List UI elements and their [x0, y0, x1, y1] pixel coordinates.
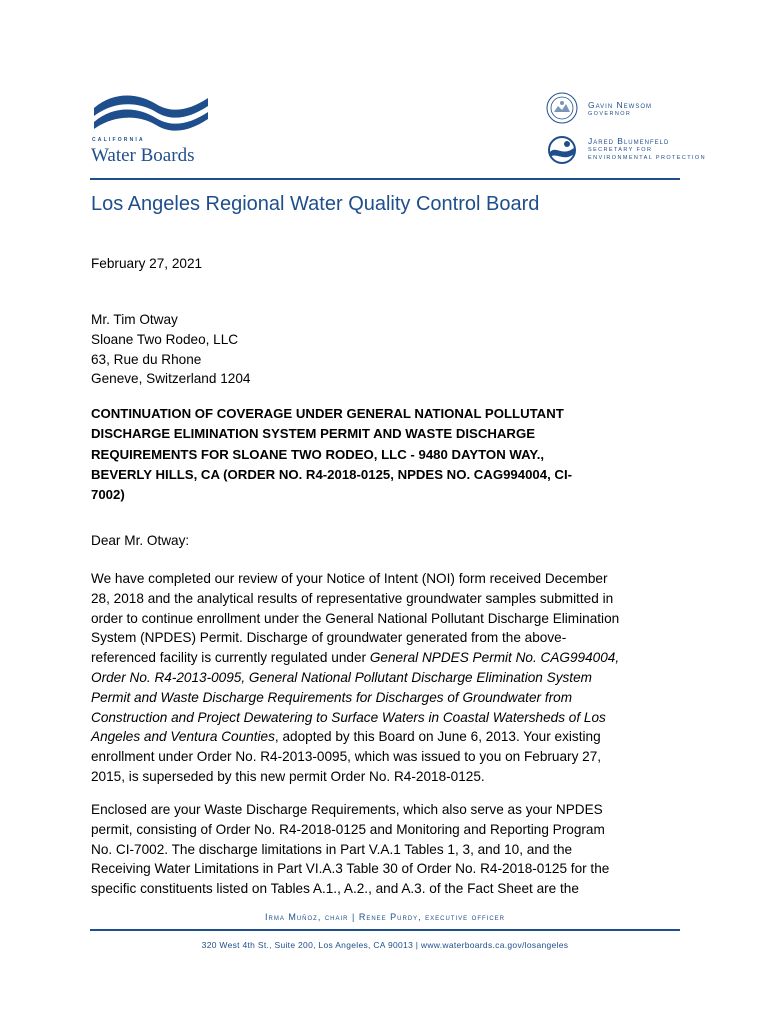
- board-title: Los Angeles Regional Water Quality Control Board: [91, 193, 540, 215]
- paragraph-line: [91, 648, 619, 668]
- state-seal-icon: [546, 92, 578, 124]
- subject-line: DISCHARGE ELIMINATION SYSTEM PERMIT AND WASTE DISCHARGE: [91, 426, 535, 442]
- waves-logo-icon: [90, 92, 210, 138]
- paragraph-text: referenced facility is currently regulated under: [91, 650, 370, 666]
- paragraph-line: No. CI-7002. The discharge limitations in Part V.A.1 Tables 1, 3, and 10, and the: [91, 841, 573, 857]
- recipient-address: [91, 310, 250, 389]
- paragraph-line: [91, 727, 619, 747]
- footer-officers: Irma Muñoz, chair | Renee Purdy, executive officer: [264, 912, 506, 922]
- paragraph-line: 28, 2018 and the analytical results of representative groundwater samples submitted in: [91, 590, 614, 606]
- address-line: 63, Rue du Rhone: [91, 351, 202, 367]
- subject-line: BEVERLY HILLS, CA (ORDER NO. R4-2018-0125, NPDES NO. CAG994004, CI-: [91, 466, 573, 482]
- paragraph-line: enrollment under Order No. R4-2013-0095, which was issued to you on February 27,: [91, 749, 602, 765]
- subject-line: CONTINUATION OF COVERAGE UNDER GENERAL NATIONAL POLLUTANT: [91, 406, 564, 421]
- subject-line: 7002): [91, 487, 125, 503]
- paragraph-line: Construction and Project Dewatering to Surface Waters in Coastal Watersheds of Los: [91, 709, 606, 725]
- letter-date: February 27, 2021: [91, 256, 203, 271]
- address-line: Mr. Tim Otway: [91, 312, 178, 327]
- address-line: Sloane Two Rodeo, LLC: [91, 331, 239, 347]
- paragraph-line: System (NPDES) Permit. Discharge of groundwater generated from the above-: [91, 630, 567, 646]
- subject-line: REQUIREMENTS FOR SLOANE TWO RODEO, LLC - 9480 DAYTON WAY.,: [91, 446, 545, 462]
- paragraph-line: Receiving Water Limitations in Part VI.A.3 Table 30 of Order No. R4-2018-0125 for the: [91, 861, 610, 877]
- salutation: Dear Mr. Otway:: [91, 533, 190, 548]
- calepa-logo-icon: [547, 135, 577, 165]
- logo-state-label: CALIFORNIA: [92, 137, 145, 143]
- paragraph-line: Permit and Waste Discharge Requirements for Discharges of Groundwater from: [91, 689, 573, 705]
- footer-divider: [90, 929, 680, 931]
- permit-reference: General NPDES Permit No. CAG994004,: [369, 650, 620, 666]
- secretary-title-line1: SECRETARY FOR: [588, 147, 653, 153]
- body-paragraph-2: [91, 800, 609, 899]
- paragraph-line: permit, consisting of Order No. R4-2018-0125 and Monitoring and Reporting Program: [91, 821, 605, 837]
- address-line: Geneve, Switzerland 1204: [91, 371, 251, 387]
- governor-name: Gavin Newsom: [588, 100, 653, 110]
- paragraph-line: order to continue enrollment under the General National Pollutant Discharge Elimination: [91, 610, 620, 626]
- paragraph-line: We have completed our review of your Notice of Intent (NOI) form received December: [91, 571, 608, 586]
- paragraph-line: Enclosed are your Waste Discharge Requirements, which also serve as your NPDES: [91, 802, 603, 817]
- paragraph-line: specific constituents listed on Tables A.1., A.2., and A.3. of the Fact Sheet are the: [91, 881, 579, 897]
- permit-reference: Angeles and Ventura Counties: [91, 729, 275, 745]
- subject-heading: [91, 404, 691, 505]
- paragraph-text: , adopted by this Board on June 6, 2013. Your existing: [274, 729, 601, 745]
- header-divider: [90, 178, 680, 180]
- footer-address: 320 West 4th St., Suite 200, Los Angeles, CA 90013 | www.waterboards.ca.gov/losangeles: [201, 940, 569, 950]
- paragraph-line: 2015, is superseded by this new permit Order No. R4-2018-0125.: [91, 768, 485, 784]
- secretary-title-line2: ENVIRONMENTAL PROTECTION: [588, 155, 706, 161]
- governor-title: GOVERNOR: [588, 111, 632, 117]
- logo-name: Water Boards: [91, 145, 195, 166]
- secretary-name: Jared Blumenfeld: [588, 136, 670, 146]
- body-paragraph-1: [91, 569, 619, 787]
- paragraph-line: Order No. R4-2013-0095, General National Pollutant Discharge Elimination System: [91, 669, 592, 685]
